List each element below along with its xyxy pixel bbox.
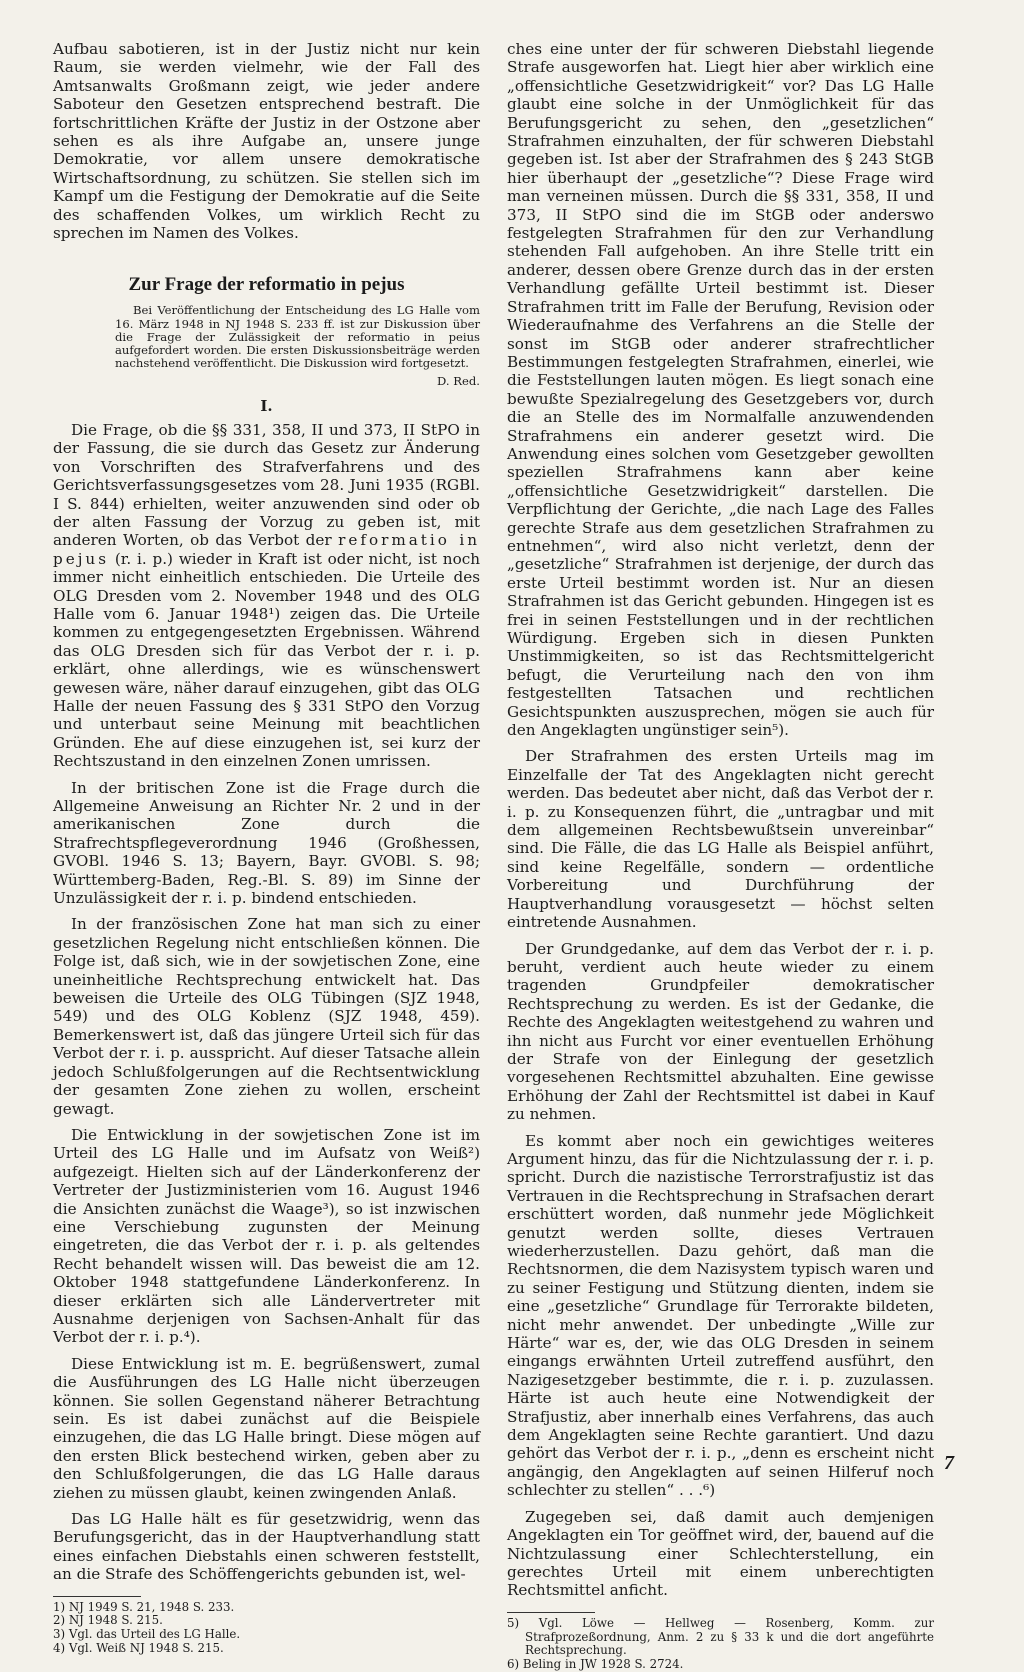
page-number: 7 [944,1452,954,1474]
paragraph: Aufbau sabotieren, ist in der Justiz nicht nur kein Raum, sie werden vielmehr, wie der Fall des Amtsanwalts Großmann zeigt, wie jeder andere Saboteur den Gesetzen entsprechend bestraft. Die fortschrittlichen Kräfte der Justiz in der Ostzone aber sehen es als ihre Aufgabe an, unsere junge Demokratie, vor allem unsere demokratische Wirtschaftsordnung, zu schützen. Sie stellen sich im Kampf um die Festigung der Demokratie auf die Seite des schaffenden Volkes, um wirklich Recht zu sprechen im Namen des Volkes. [53,40,480,243]
editorial-note: Bei Veröffentlichung der Entscheidung des LG Halle vom 16. März 1948 in NJ 1948 S. 233 ff. ist zur Diskussion über die Frage der Zulässigkeit der reformatio in peius aufgefordert worden. Die ersten Diskussionsbeiträge werden nachstehend veröffentlicht. Die Diskussion wird fortgesetzt. [115,303,480,371]
paragraph: Die Entwicklung in der sowjetischen Zone ist im Urteil des LG Halle und im Aufsatz von Weiß²) aufgezeigt. Hielten sich auf der Länderkonferenz der Vertreter der Justizministerien vom 16. August 1946 die Ansichten zunächst die Waage³), so ist inzwischen eine Verschiebung zugunsten der Meinung eingetreten, die das Verbot der r. i. p. als geltendes Recht behandelt wissen will. Das beweist die am 12. Oktober 1948 stattgefundene Länderkonferenz. In dieser erklärten sich alle Ländervertreter mit Ausnahme derjenigen von Sachsen-Anhalt für das Verbot der r. i. p.⁴). [53,1125,480,1347]
paragraph: Der Strafrahmen des ersten Urteils mag im Einzelfalle der Tat des Angeklagten nicht gerecht werden. Das bedeutet aber nicht, daß das Verbot der r. i. p. zu Konsequenzen führt, die „untragbar und mit dem allgemeinen Rechtsbewußtsein unvereinbar“ sind. Die Fälle, die das LG Halle als Beispiel anführt, sind keine Regelfälle, sondern — ordentliche Vorbereitung und Durchführung der Hauptverhandlung vorausgesetzt — höchst selten eintretende Ausnahmen. [507,747,934,932]
right-column [507,40,934,1672]
footnote: 2) NJ 1948 S. 215. [53,1613,163,1628]
paragraph: Es kommt aber noch ein gewichtiges weiteres Argument hinzu, das für die Nichtzulassung der r. i. p. spricht. Durch die nazistische Terrorstrafjustiz ist das Vertrauen in die Rechtsprechung in Strafsachen derart erschüttert worden, daß nunmehr jede Möglichkeit genutzt werden sollte, dieses Vertrauen wiederherzustellen. Dazu gehört, daß man die Rechtsnormen, die dem Nazisystem typisch waren und zu seiner Festigung und Stützung dienten, indem sie eine „gesetzliche“ Grundlage für Terrorakte bildeten, nicht mehr anwendet. Der unbedingte „Wille zur Härte“ war es, der, wie das OLG Dresden in seinem eingangs erwähnten Urteil zutreffend ausführt, den Nazigesetzgeber bestimmte, die r. i. p. zuzulassen. Härte ist auch heute eine Notwendigkeit der Strafjustiz, aber innerhalb eines Verfahrens, das auch dem Angeklagten seine Rechte garantiert. Und dazu gehört das Verbot der r. i. p., „denn es erscheint nicht angängig, den Angeklagten auf seinen Hilferuf noch schlechter zu stellen“ . . .⁶) [507,1131,934,1500]
paragraph: ches eine unter der für schweren Diebstahl liegende Strafe ausgeworfen hat. Liegt hier aber wirklich eine „offensichtliche Gesetzwidrigkeit“ vor? Das LG Halle glaubt eine solche in der Unmöglichkeit für das Berufungsgericht zu sehen, den „gesetzlichen“ Strafrahmen einzuhalten, der für schweren Diebstahl gegeben ist. Ist aber der Strafrahmen des § 243 StGB hier überhaupt der „gesetzliche“? Diese Frage wird man verneinen müssen. Durch die §§ 331, 358, II und 373, II StPO sind die im StGB oder anderswo festgelegten Strafrahmen für den zur Verhandlung stehenden Fall aufgehoben. An ihre Stelle tritt ein anderer, dessen obere Grenze durch das in der ersten Verhandlung gefällte Urteil bestimmt ist. Dieser Strafrahmen tritt im Falle der Berufung, Revision oder Wiederaufnahme des Verfahrens an die Stelle der sonst im StGB oder anderer strafrechtlicher Bestimmungen festgelegten Strafrahmen, einerlei, wie die Feststellungen lauten mögen. Es liegt sonach eine bewußte Spezialregelung des Gesetzgebers vor, durch die an Stelle des im Normalfalle anzuwendenden Strafrahmens ein anderer gesetzt wird. Die Anwendung eines solchen vom Gesetzgeber gewollten speziellen Strafrahmens kann aber keine „offensichtliche Gesetzwidrigkeit“ darstellen. Die Verpflichtung der Gerichte, „die nach Lage des Falles gerechte Strafe aus dem gesetzlichen Strafrahmen zu entnehmen“, wird also nicht verletzt, denn der „gesetzliche“ Strafrahmen ist derjenige, der durch das erste Urteil bestimmt worden ist. Nur an diesen Strafrahmen ist das Gericht gebunden. Hingegen ist es frei in seinen Feststellungen und in der rechtlichen Würdigung. Ergeben sich in diesen Punkten Unstimmigkeiten, so ist das Rechtsmittelgericht befugt, die Verurteilung nach den von ihm festgestellten Tatsachen und rechtlichen Gesichtspunkten auszusprechen, mögen sie auch für den Angeklagten ungünstiger sein⁵). [507,40,934,740]
footnotes [53,1601,480,1656]
paragraph: Der Grundgedanke, auf dem das Verbot der r. i. p. beruht, verdient auch heute wieder zu einem tragenden Grundpfeiler demokratischer Rechtsprechung zu werden. Es ist der Gedanke, die Rechte des Angeklagten weitestgehend zu wahren und ihn nicht aus Furcht vor einer eventuellen Erhöhung der Strafe von der Einlegung der gesetzlich vorgesehenen Rechtsmittel abzuhalten. Eine gewisse Erhöhung der Zahl der Rechtsmittel ist dabei in Kauf zu nehmen. [507,939,934,1124]
paragraph: In der britischen Zone ist die Frage durch die Allgemeine Anweisung an Richter Nr. 2 und in der amerikanischen Zone durch die Strafrechtspflegeverordnung 1946 (Großhessen, GVOBl. 1946 S. 13; Bayern, Bayr. GVOBl. S. 98; Württemberg-Baden, Reg.-Bl. S. 89) im Sinne der Unzulässigkeit der r. i. p. bindend entschieden. [53,778,480,908]
footnote-divider [507,1612,595,1613]
text-run: Die Frage, ob die §§ 331, 358, II und 373, II StPO in der Fassung, die sie durch das Gesetz zur Änderung von Vorschriften des Strafverfahrens und des Gerichtsverfassungsgesetzes vom 28. Juni 1935 (RGBl. I S. 844) erhielten, weiter anzuwenden sind oder ob der alten Fassung der Vorzug zu geben ist, mit anderen Worten, ob das Verbot der [53,420,480,550]
left-column [53,40,480,1656]
spaced-term: reformatio in pejus [53,531,480,568]
footnote: 5) Vgl. Löwe — Hellweg — Rosenberg, Komm. zur Strafprozeßordnung, Anm. 2 zu § 33 k und die dort angeführte Rechtsprechung. [507,1615,934,1658]
paragraph: Das LG Halle hält es für gesetzwidrig, wenn das Berufungsgericht, das in der Hauptverhandlung statt eines einfachen Diebstahls einen schweren feststellt, an die Strafe des Schöffengerichts gebunden ist, wel- [53,1510,480,1584]
footnote: 6) Beling in JW 1928 S. 2724. [507,1657,684,1672]
text-run: (r. i. p.) wieder in Kraft ist oder nicht, ist noch immer nicht einheitlich entschieden. Die Urteile des OLG Dresden vom 2. November 1948 und des OLG Halle vom 6. Januar 1948¹) zeigen das. Die Urteile kommen zu entgegengesetzten Ergebnissen. Während das OLG Dresden sich für das Verbot der r. i. p. erklärt, ohne allerdings, wie es wünschenswert gewesen wäre, näher darauf einzugehen, gibt das OLG Halle der neuen Fassung des § 331 StPO den Vorzug und unterbaut seine Meinung mit beachtlichen Gründen. Ehe auf diese einzugehen ist, sei kurz der Rechtszustand in den einzelnen Zonen umrissen. [53,549,481,771]
section-number: I. [260,396,273,415]
paragraph: Diese Entwicklung ist m. E. begrüßenswert, zumal die Ausführungen des LG Halle nicht überzeugen können. Sie sollen Gegenstand näherer Betrachtung sein. Es ist dabei zunächst auf die Beispiele einzugehen, die das LG Halle bringt. Diese mögen auf den ersten Blick bestechend wirken, geben aber zu den Schlußfolgerungen, die das LG Halle daraus ziehen zu müssen glaubt, keinen zwingenden Anlaß. [53,1354,480,1502]
paragraph [53,421,480,771]
footnote: 4) Vgl. Weiß NJ 1948 S. 215. [53,1641,224,1656]
footnote: 1) NJ 1949 S. 21, 1948 S. 233. [53,1599,235,1614]
footnotes [507,1617,934,1672]
editorial-signature: D. Red. [437,374,480,389]
footnote-divider [53,1596,141,1597]
footnote: 3) Vgl. das Urteil des LG Halle. [53,1627,241,1642]
paragraph: In der französischen Zone hat man sich zu einer gesetzlichen Regelung nicht entschließen können. Die Folge ist, daß sich, wie in der sowjetischen Zone, eine uneinheitliche Rechtsprechung entwickelt hat. Das beweisen die Urteile des OLG Tübingen (SJZ 1948, 549) und des OLG Koblenz (SJZ 1948, 459). Bemerkenswert ist, daß das jüngere Urteil sich für das Verbot der r. i. p. ausspricht. Auf dieser Tatsache allein jedoch Schlußfolgerungen auf die Rechtsentwicklung der gesamten Zone ziehen zu wollen, erscheint gewagt. [53,915,480,1118]
article-heading: Zur Frage der reformatio in pejus [128,274,405,296]
paragraph: Zugegeben sei, daß damit auch demjenigen Angeklagten ein Tor geöffnet wird, der, bauend auf die Nichtzulassung einer Schlechterstellung, ein gerechtes Urteil mit einem unberechtigten Rechtsmittel anficht. [507,1507,934,1600]
